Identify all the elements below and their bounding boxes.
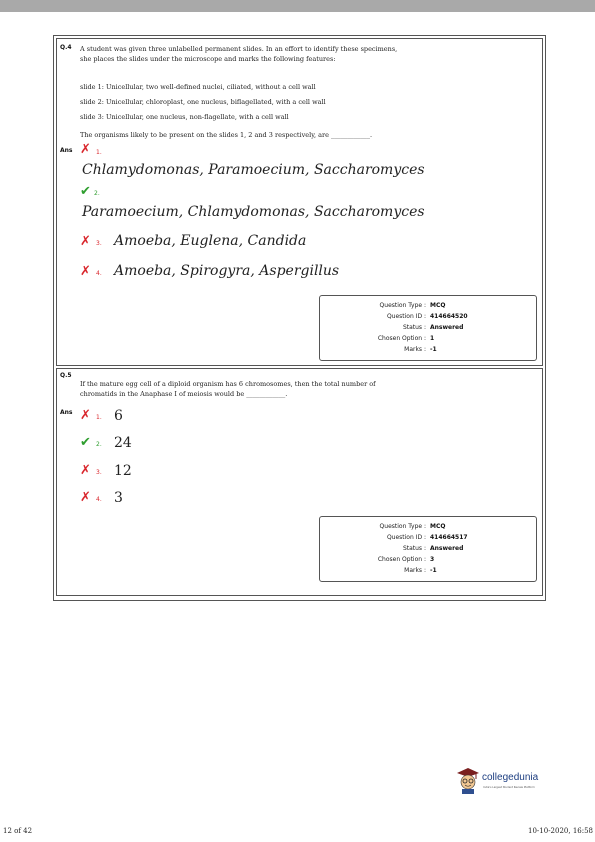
cross-icon: ✗ — [80, 408, 91, 423]
info-value: Answered — [430, 324, 464, 331]
slide-1-text: Unicellular, two well-defined nuclei, ciliated, without a cell wall — [105, 83, 316, 91]
graduate-mascot-icon — [456, 767, 480, 795]
info-key: Status : — [402, 324, 426, 331]
info-question-id — [320, 534, 536, 544]
info-value: 3 — [430, 556, 435, 563]
info-value: 414664517 — [430, 534, 468, 541]
slide-2-line — [80, 97, 410, 107]
check-icon: ✔ — [80, 184, 91, 199]
option-2-text: 24 — [114, 435, 132, 451]
question-5-block — [56, 368, 543, 596]
page-counter: 12 of 42 — [3, 827, 33, 835]
slide-2-label: slide 2: — [80, 98, 104, 106]
viewer-top-bar — [0, 0, 595, 12]
print-timestamp: 10-10-2020, 16:58 — [528, 827, 593, 835]
info-value: MCQ — [430, 302, 446, 309]
option-4-text: Amoeba, Spirogyra, Aspergillus — [114, 263, 340, 279]
info-value: -1 — [430, 567, 437, 574]
info-key: Question Type : — [379, 302, 426, 309]
cross-icon: ✗ — [80, 463, 91, 478]
question-info-box — [319, 516, 537, 582]
cross-icon: ✗ — [80, 234, 91, 249]
option-4-number: 4. — [96, 496, 102, 503]
option-4-number: 4. — [96, 270, 102, 277]
slide-3-label: slide 3: — [80, 113, 104, 121]
info-value: Answered — [430, 545, 464, 552]
info-value: 1 — [430, 335, 435, 342]
question-prompt: The organisms likely to be present on the slides 1, 2 and 3 respectively, are ____________. — [80, 131, 373, 139]
info-chosen-option — [320, 556, 536, 566]
option-1-text: Chlamydomonas, Paramoecium, Saccharomyces — [82, 162, 425, 178]
info-question-id — [320, 313, 536, 323]
info-key: Chosen Option : — [377, 556, 426, 563]
cross-icon: ✗ — [80, 264, 91, 279]
info-status — [320, 545, 536, 555]
option-1-number: 1. — [96, 149, 102, 156]
info-chosen-option — [320, 335, 536, 345]
info-key: Question ID : — [386, 313, 426, 320]
info-key: Question Type : — [379, 523, 426, 530]
slide-1-line — [80, 82, 410, 92]
info-marks — [320, 346, 536, 356]
question-stem: If the mature egg cell of a diploid organism has 6 chromosomes, then the total number of chromatids in the Anaphase I of meiosis would be ____________. — [80, 380, 376, 398]
option-2-number: 2. — [96, 441, 102, 448]
slide-3-text: Unicellular, one nucleus, non-flagellate, with a cell wall — [105, 113, 289, 121]
option-3-text: Amoeba, Euglena, Candida — [114, 233, 307, 249]
info-value: -1 — [430, 346, 437, 353]
collegedunia-logo — [456, 767, 556, 797]
cross-icon: ✗ — [80, 490, 91, 505]
info-question-type — [320, 523, 536, 533]
info-key: Marks : — [404, 567, 426, 574]
question-4-block — [56, 38, 543, 366]
info-marks — [320, 567, 536, 577]
info-key: Status : — [402, 545, 426, 552]
option-1-text: 6 — [114, 408, 123, 424]
slide-2-text: Unicellular, chloroplast, one nucleus, biflagellated, with a cell wall — [105, 98, 326, 106]
option-2-text: Paramoecium, Chlamydomonas, Saccharomyces — [82, 204, 425, 220]
option-3-text: 12 — [114, 463, 132, 479]
question-number: Q.4 — [60, 44, 72, 51]
cross-icon: ✗ — [80, 142, 91, 157]
question-info-box — [319, 295, 537, 361]
info-status — [320, 324, 536, 334]
option-4-text: 3 — [114, 490, 123, 506]
option-1-number: 1. — [96, 414, 102, 421]
answer-label: Ans — [60, 409, 73, 416]
slide-3-line — [80, 112, 410, 122]
info-key: Question ID : — [386, 534, 426, 541]
question-number: Q.5 — [60, 372, 72, 379]
answer-label: Ans — [60, 147, 73, 154]
check-icon: ✔ — [80, 435, 91, 450]
option-3-number: 3. — [96, 469, 102, 476]
logo-tagline: India's Largest Student Review Platform — [483, 786, 535, 789]
logo-wordmark: collegedunia — [482, 772, 539, 783]
question-stem: A student was given three unlabelled permanent slides. In an effort to identify these specimens, she places the slides under the microscope and marks the following features: — [80, 45, 398, 63]
info-key: Chosen Option : — [377, 335, 426, 342]
info-value: 414664520 — [430, 313, 468, 320]
info-key: Marks : — [404, 346, 426, 353]
option-3-number: 3. — [96, 240, 102, 247]
info-value: MCQ — [430, 523, 446, 530]
slide-1-label: slide 1: — [80, 83, 104, 91]
info-question-type — [320, 302, 536, 312]
option-2-number: 2. — [94, 190, 100, 197]
question-paper-frame — [53, 35, 546, 601]
